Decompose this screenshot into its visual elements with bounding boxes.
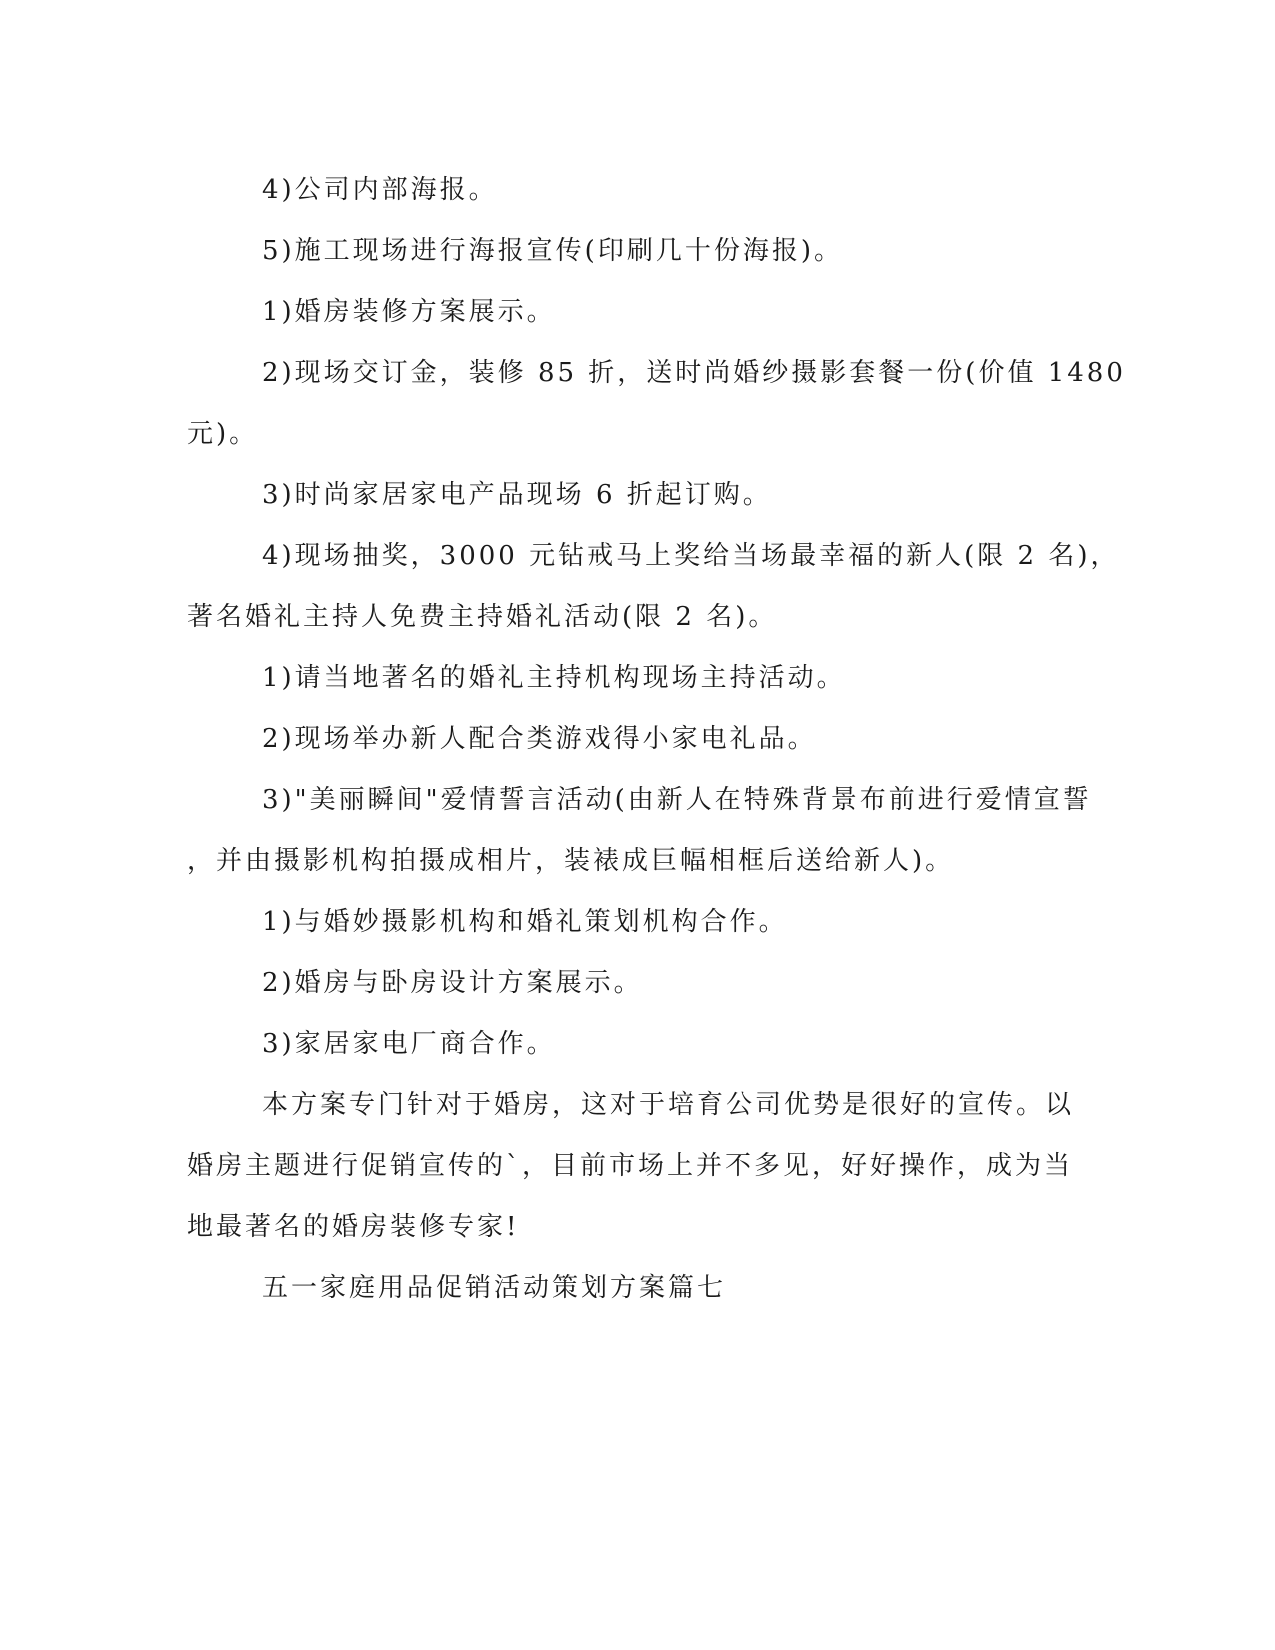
text-line: ，并由摄影机构拍摄成相片，装裱成巨幅相框后送给新人)。 <box>187 846 955 876</box>
text-line: 4)现场抽奖，3000 元钻戒马上奖给当场最幸福的新人(限 2 名)， <box>262 541 1120 571</box>
text-line: 5)施工现场进行海报宣传(印刷几十份海报)。 <box>262 236 843 266</box>
text-line: 1)请当地著名的婚礼主持机构现场主持活动。 <box>262 663 846 693</box>
text-line: 3)时尚家居家电产品现场 6 折起订购。 <box>262 480 772 510</box>
text-line: 4)公司内部海报。 <box>262 175 498 205</box>
text-line: 2)婚房与卧房设计方案展示。 <box>262 968 643 998</box>
text-line: 著名婚礼主持人免费主持婚礼活动(限 2 名)。 <box>187 602 778 632</box>
text-line: 3)家居家电厂商合作。 <box>262 1029 556 1059</box>
text-line: 1)与婚妙摄影机构和婚礼策划机构合作。 <box>262 907 788 937</box>
text-line: 元)。 <box>187 419 259 449</box>
text-line: 婚房主题进行促销宣传的`，目前市场上并不多见，好好操作，成为当 <box>187 1151 1074 1181</box>
section-heading: 五一家庭用品促销活动策划方案篇七 <box>262 1273 727 1303</box>
text-line: 2)现场交订金，装修 85 折，送时尚婚纱摄影套餐一份(价值 1480 <box>262 358 1126 388</box>
text-line: 本方案专门针对于婚房，这对于培育公司优势是很好的宣传。以 <box>262 1090 1075 1120</box>
document-body <box>187 160 1126 1319</box>
text-line: 地最著名的婚房装修专家! <box>187 1212 520 1242</box>
text-line: 3)"美丽瞬间"爱情誓言活动(由新人在特殊背景布前进行爱情宣誓 <box>262 785 1092 815</box>
text-line: 2)现场举办新人配合类游戏得小家电礼品。 <box>262 724 817 754</box>
text-line: 1)婚房装修方案展示。 <box>262 297 556 327</box>
